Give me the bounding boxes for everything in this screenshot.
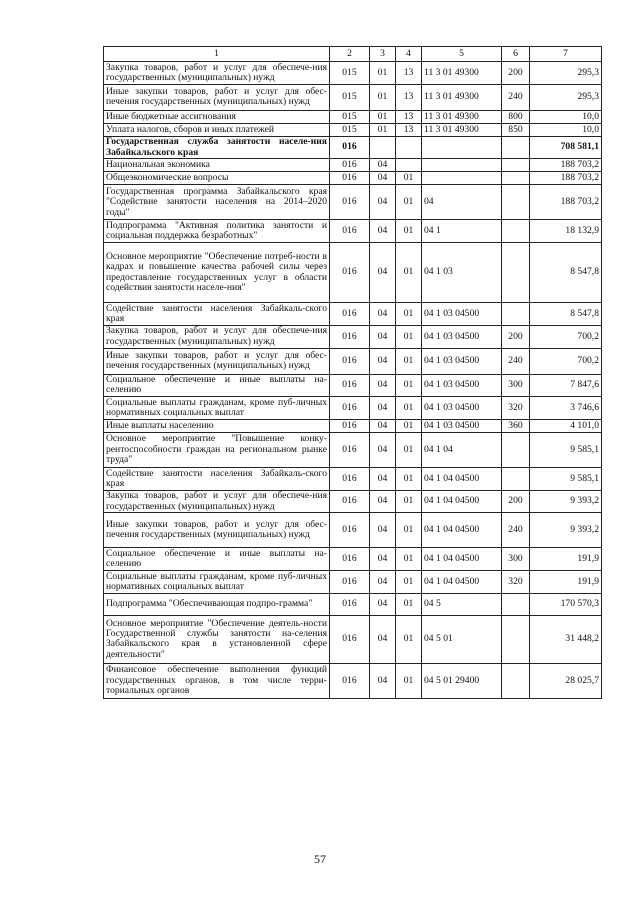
row-c7-cell: 4 101,0 bbox=[530, 420, 602, 433]
row-c4-cell: 01 bbox=[396, 433, 422, 468]
row-c7-cell: 9 393,2 bbox=[530, 490, 602, 513]
row-c7-cell: 191,9 bbox=[530, 571, 602, 594]
row-c6-cell: 360 bbox=[502, 420, 530, 433]
row-c2-cell: 016 bbox=[330, 348, 370, 374]
row-c4-cell: 13 bbox=[396, 84, 422, 110]
row-c6-cell bbox=[502, 303, 530, 326]
header-cell-7: 7 bbox=[530, 47, 602, 62]
row-c5-cell: 04 1 03 04500 bbox=[422, 303, 502, 326]
row-c7-cell: 708 581,1 bbox=[530, 136, 602, 159]
table-row bbox=[104, 513, 602, 548]
header-cell-1: 1 bbox=[104, 47, 330, 62]
row-c3-cell: 04 bbox=[370, 663, 396, 698]
row-c2-cell: 016 bbox=[330, 420, 370, 433]
header-cell-5: 5 bbox=[422, 47, 502, 62]
row-c3-cell: 04 bbox=[370, 420, 396, 433]
row-c5-cell: 04 1 03 bbox=[422, 243, 502, 303]
row-c4-cell: 01 bbox=[396, 303, 422, 326]
row-c3-cell: 04 bbox=[370, 615, 396, 663]
row-c6-cell bbox=[502, 172, 530, 185]
row-c4-cell: 01 bbox=[396, 243, 422, 303]
row-c3-cell: 01 bbox=[370, 62, 396, 85]
row-c5-cell: 04 1 04 04500 bbox=[422, 468, 502, 491]
row-name-cell: Национальная экономика bbox=[104, 159, 330, 172]
row-c6-cell bbox=[502, 433, 530, 468]
row-c7-cell: 295,3 bbox=[530, 84, 602, 110]
row-c2-cell: 016 bbox=[330, 374, 370, 397]
row-c3-cell: 04 bbox=[370, 185, 396, 220]
row-name-cell: Иные выплаты населению bbox=[104, 420, 330, 433]
row-c2-cell: 016 bbox=[330, 185, 370, 220]
row-c7-cell: 700,2 bbox=[530, 348, 602, 374]
table-row bbox=[104, 110, 602, 123]
table-row bbox=[104, 420, 602, 433]
table-row bbox=[104, 243, 602, 303]
row-c3-cell: 04 bbox=[370, 593, 396, 615]
row-c7-cell: 170 570,3 bbox=[530, 593, 602, 615]
row-c2-cell: 016 bbox=[330, 490, 370, 513]
table-row bbox=[104, 220, 602, 243]
row-c2-cell: 015 bbox=[330, 84, 370, 110]
row-c4-cell: 01 bbox=[396, 172, 422, 185]
row-c2-cell: 016 bbox=[330, 243, 370, 303]
row-c7-cell: 31 448,2 bbox=[530, 615, 602, 663]
row-name-cell: Иные бюджетные ассигнования bbox=[104, 110, 330, 123]
row-c2-cell: 016 bbox=[330, 136, 370, 159]
page-number: 57 bbox=[314, 852, 326, 866]
row-c4-cell: 01 bbox=[396, 615, 422, 663]
row-name-cell: Государственная служба занятости населе-ния Забайкальского края bbox=[104, 136, 330, 159]
row-c5-cell: 04 1 04 04500 bbox=[422, 490, 502, 513]
header-cell-6: 6 bbox=[502, 47, 530, 62]
row-name-cell: Иные закупки товаров, работ и услуг для обес-печения государственных (муниципальных) нужд bbox=[104, 348, 330, 374]
row-c3-cell: 04 bbox=[370, 159, 396, 172]
row-c4-cell: 01 bbox=[396, 571, 422, 594]
row-c6-cell bbox=[502, 468, 530, 491]
row-c7-cell: 10,0 bbox=[530, 110, 602, 123]
row-c6-cell bbox=[502, 185, 530, 220]
row-c3-cell: 04 bbox=[370, 325, 396, 348]
row-name-cell: Закупка товаров, работ и услуг для обеспече-ния государственных (муниципальных) нужд bbox=[104, 325, 330, 348]
row-c7-cell: 9 585,1 bbox=[530, 433, 602, 468]
row-c4-cell: 01 bbox=[396, 548, 422, 571]
row-c7-cell: 9 585,1 bbox=[530, 468, 602, 491]
row-c7-cell: 7 847,6 bbox=[530, 374, 602, 397]
row-c3-cell: 04 bbox=[370, 433, 396, 468]
table-row bbox=[104, 159, 602, 172]
row-c3-cell: 01 bbox=[370, 84, 396, 110]
row-c3-cell: 04 bbox=[370, 571, 396, 594]
table-row bbox=[104, 325, 602, 348]
row-c6-cell: 300 bbox=[502, 374, 530, 397]
row-c7-cell: 700,2 bbox=[530, 325, 602, 348]
row-c5-cell: 11 3 01 49300 bbox=[422, 110, 502, 123]
row-c2-cell: 016 bbox=[330, 468, 370, 491]
row-c6-cell: 800 bbox=[502, 110, 530, 123]
row-name-cell: Иные закупки товаров, работ и услуг для обес-печения государственных (муниципальных) нужд bbox=[104, 513, 330, 548]
row-name-cell: Основное мероприятие "Повышение конку-рентоспособности граждан на региональном рынке труда" bbox=[104, 433, 330, 468]
row-c4-cell: 13 bbox=[396, 110, 422, 123]
row-c2-cell: 015 bbox=[330, 123, 370, 136]
row-c6-cell bbox=[502, 136, 530, 159]
row-c7-cell: 9 393,2 bbox=[530, 513, 602, 548]
row-c2-cell: 016 bbox=[330, 548, 370, 571]
row-c5-cell: 11 3 01 49300 bbox=[422, 123, 502, 136]
table-row bbox=[104, 468, 602, 491]
row-c4-cell bbox=[396, 136, 422, 159]
row-name-cell: Подпрограмма "Обеспечивающая подпро-грамма" bbox=[104, 593, 330, 615]
table-row bbox=[104, 548, 602, 571]
budget-table bbox=[103, 46, 602, 699]
table-row bbox=[104, 615, 602, 663]
row-c4-cell: 13 bbox=[396, 123, 422, 136]
row-name-cell: Содействие занятости населения Забайкаль-ского края bbox=[104, 468, 330, 491]
row-c6-cell bbox=[502, 593, 530, 615]
row-c5-cell: 04 1 04 04500 bbox=[422, 571, 502, 594]
row-c2-cell: 016 bbox=[330, 513, 370, 548]
row-c2-cell: 016 bbox=[330, 172, 370, 185]
row-c6-cell: 240 bbox=[502, 513, 530, 548]
table-row bbox=[104, 303, 602, 326]
row-c7-cell: 295,3 bbox=[530, 62, 602, 85]
table-row bbox=[104, 136, 602, 159]
row-name-cell: Подпрограмма "Активная политика занятости и социальная поддержка безработных" bbox=[104, 220, 330, 243]
table-row bbox=[104, 84, 602, 110]
row-c3-cell: 04 bbox=[370, 468, 396, 491]
row-c2-cell: 015 bbox=[330, 62, 370, 85]
row-c2-cell: 015 bbox=[330, 110, 370, 123]
row-c5-cell: 11 3 01 49300 bbox=[422, 84, 502, 110]
row-c5-cell: 04 1 03 04500 bbox=[422, 374, 502, 397]
table-header-row bbox=[104, 47, 602, 62]
row-c4-cell: 01 bbox=[396, 348, 422, 374]
table-row bbox=[104, 348, 602, 374]
row-name-cell: Иные закупки товаров, работ и услуг для обес-печения государственных (муниципальных) нужд bbox=[104, 84, 330, 110]
table-row bbox=[104, 374, 602, 397]
row-c6-cell: 300 bbox=[502, 548, 530, 571]
row-c4-cell: 01 bbox=[396, 420, 422, 433]
row-c6-cell bbox=[502, 243, 530, 303]
table-row bbox=[104, 397, 602, 420]
row-name-cell: Социальные выплаты гражданам, кроме пуб-личных нормативных социальных выплат bbox=[104, 571, 330, 594]
row-c5-cell: 04 5 bbox=[422, 593, 502, 615]
row-c7-cell: 188 703,2 bbox=[530, 185, 602, 220]
row-c2-cell: 016 bbox=[330, 593, 370, 615]
table-row bbox=[104, 490, 602, 513]
row-c7-cell: 8 547,8 bbox=[530, 303, 602, 326]
row-name-cell: Закупка товаров, работ и услуг для обеспече-ния государственных (муниципальных) нужд bbox=[104, 62, 330, 85]
row-c5-cell: 04 1 04 bbox=[422, 433, 502, 468]
row-c6-cell: 850 bbox=[502, 123, 530, 136]
row-c3-cell: 01 bbox=[370, 110, 396, 123]
row-c4-cell: 01 bbox=[396, 220, 422, 243]
row-c2-cell: 016 bbox=[330, 571, 370, 594]
row-c4-cell: 01 bbox=[396, 185, 422, 220]
row-c3-cell: 04 bbox=[370, 348, 396, 374]
row-c4-cell: 01 bbox=[396, 374, 422, 397]
row-c3-cell: 04 bbox=[370, 548, 396, 571]
row-c3-cell: 04 bbox=[370, 243, 396, 303]
row-c6-cell: 240 bbox=[502, 348, 530, 374]
row-c7-cell: 188 703,2 bbox=[530, 172, 602, 185]
row-c5-cell bbox=[422, 136, 502, 159]
table-body bbox=[104, 47, 602, 699]
row-c4-cell: 01 bbox=[396, 397, 422, 420]
row-c3-cell: 04 bbox=[370, 303, 396, 326]
row-c4-cell: 01 bbox=[396, 325, 422, 348]
row-name-cell: Социальные выплаты гражданам, кроме пуб-личных нормативных социальных выплат bbox=[104, 397, 330, 420]
row-c5-cell: 04 1 03 04500 bbox=[422, 397, 502, 420]
row-name-cell: Уплата налогов, сборов и иных платежей bbox=[104, 123, 330, 136]
row-c2-cell: 016 bbox=[330, 615, 370, 663]
row-c7-cell: 28 025,7 bbox=[530, 663, 602, 698]
row-c5-cell: 04 1 03 04500 bbox=[422, 348, 502, 374]
row-c6-cell: 200 bbox=[502, 325, 530, 348]
row-c6-cell: 240 bbox=[502, 84, 530, 110]
row-c7-cell: 191,9 bbox=[530, 548, 602, 571]
row-c5-cell: 04 1 04 04500 bbox=[422, 513, 502, 548]
header-cell-4: 4 bbox=[396, 47, 422, 62]
row-c5-cell: 04 1 bbox=[422, 220, 502, 243]
row-c3-cell: 04 bbox=[370, 220, 396, 243]
row-c7-cell: 18 132,9 bbox=[530, 220, 602, 243]
row-name-cell: Социальное обеспечение и иные выплаты на-селению bbox=[104, 374, 330, 397]
row-c4-cell: 01 bbox=[396, 593, 422, 615]
row-name-cell: Государственная программа Забайкальского края "Содействие занятости населения на 2014–2020 годы" bbox=[104, 185, 330, 220]
row-c4-cell: 01 bbox=[396, 513, 422, 548]
row-c2-cell: 016 bbox=[330, 303, 370, 326]
row-c5-cell: 04 1 03 04500 bbox=[422, 420, 502, 433]
row-name-cell: Общеэкономические вопросы bbox=[104, 172, 330, 185]
row-name-cell: Закупка товаров, работ и услуг для обеспече-ния государственных (муниципальных) нужд bbox=[104, 490, 330, 513]
row-c4-cell bbox=[396, 159, 422, 172]
row-c2-cell: 016 bbox=[330, 325, 370, 348]
row-c3-cell: 04 bbox=[370, 374, 396, 397]
row-c6-cell bbox=[502, 663, 530, 698]
row-c6-cell: 320 bbox=[502, 571, 530, 594]
header-cell-3: 3 bbox=[370, 47, 396, 62]
row-name-cell: Основное мероприятие "Обеспечение деятель-ности Государственной службы занятости на-селения Забайкальского края в установленной сфере деятельности" bbox=[104, 615, 330, 663]
row-c5-cell bbox=[422, 172, 502, 185]
table-row bbox=[104, 433, 602, 468]
table-row bbox=[104, 185, 602, 220]
row-c4-cell: 13 bbox=[396, 62, 422, 85]
table-row bbox=[104, 123, 602, 136]
row-c5-cell: 04 5 01 bbox=[422, 615, 502, 663]
row-name-cell: Основное мероприятие "Обеспечение потреб-ности в кадрах и повышение качества рабочей силы через предоставление государственных услуг в области содействия занятости населе-ния" bbox=[104, 243, 330, 303]
row-c6-cell: 320 bbox=[502, 397, 530, 420]
row-c7-cell: 188 703,2 bbox=[530, 159, 602, 172]
row-c5-cell: 04 1 04 04500 bbox=[422, 548, 502, 571]
table-row bbox=[104, 593, 602, 615]
row-c2-cell: 016 bbox=[330, 397, 370, 420]
row-c6-cell bbox=[502, 220, 530, 243]
row-c2-cell: 016 bbox=[330, 433, 370, 468]
row-c3-cell: 04 bbox=[370, 397, 396, 420]
row-c7-cell: 10,0 bbox=[530, 123, 602, 136]
row-c4-cell: 01 bbox=[396, 490, 422, 513]
table-row bbox=[104, 172, 602, 185]
table-row bbox=[104, 571, 602, 594]
row-c5-cell: 04 1 03 04500 bbox=[422, 325, 502, 348]
row-c5-cell: 11 3 01 49300 bbox=[422, 62, 502, 85]
row-name-cell: Финансовое обеспечение выполнения функций государственных органов, в том числе терри-ториальных органов bbox=[104, 663, 330, 698]
row-c3-cell bbox=[370, 136, 396, 159]
row-c3-cell: 04 bbox=[370, 513, 396, 548]
row-c6-cell bbox=[502, 615, 530, 663]
table-row bbox=[104, 62, 602, 85]
row-c7-cell: 3 746,6 bbox=[530, 397, 602, 420]
row-c6-cell: 200 bbox=[502, 490, 530, 513]
row-c7-cell: 8 547,8 bbox=[530, 243, 602, 303]
row-c5-cell: 04 5 01 29400 bbox=[422, 663, 502, 698]
row-c5-cell: 04 bbox=[422, 185, 502, 220]
table-row bbox=[104, 663, 602, 698]
row-c6-cell bbox=[502, 159, 530, 172]
header-cell-2: 2 bbox=[330, 47, 370, 62]
row-c3-cell: 04 bbox=[370, 172, 396, 185]
row-name-cell: Содействие занятости населения Забайкаль-ского края bbox=[104, 303, 330, 326]
row-c2-cell: 016 bbox=[330, 220, 370, 243]
row-c3-cell: 01 bbox=[370, 123, 396, 136]
row-c2-cell: 016 bbox=[330, 159, 370, 172]
row-c4-cell: 01 bbox=[396, 468, 422, 491]
row-c6-cell: 200 bbox=[502, 62, 530, 85]
row-c4-cell: 01 bbox=[396, 663, 422, 698]
row-c3-cell: 04 bbox=[370, 490, 396, 513]
row-c2-cell: 016 bbox=[330, 663, 370, 698]
row-name-cell: Социальное обеспечение и иные выплаты на-селению bbox=[104, 548, 330, 571]
row-c5-cell bbox=[422, 159, 502, 172]
